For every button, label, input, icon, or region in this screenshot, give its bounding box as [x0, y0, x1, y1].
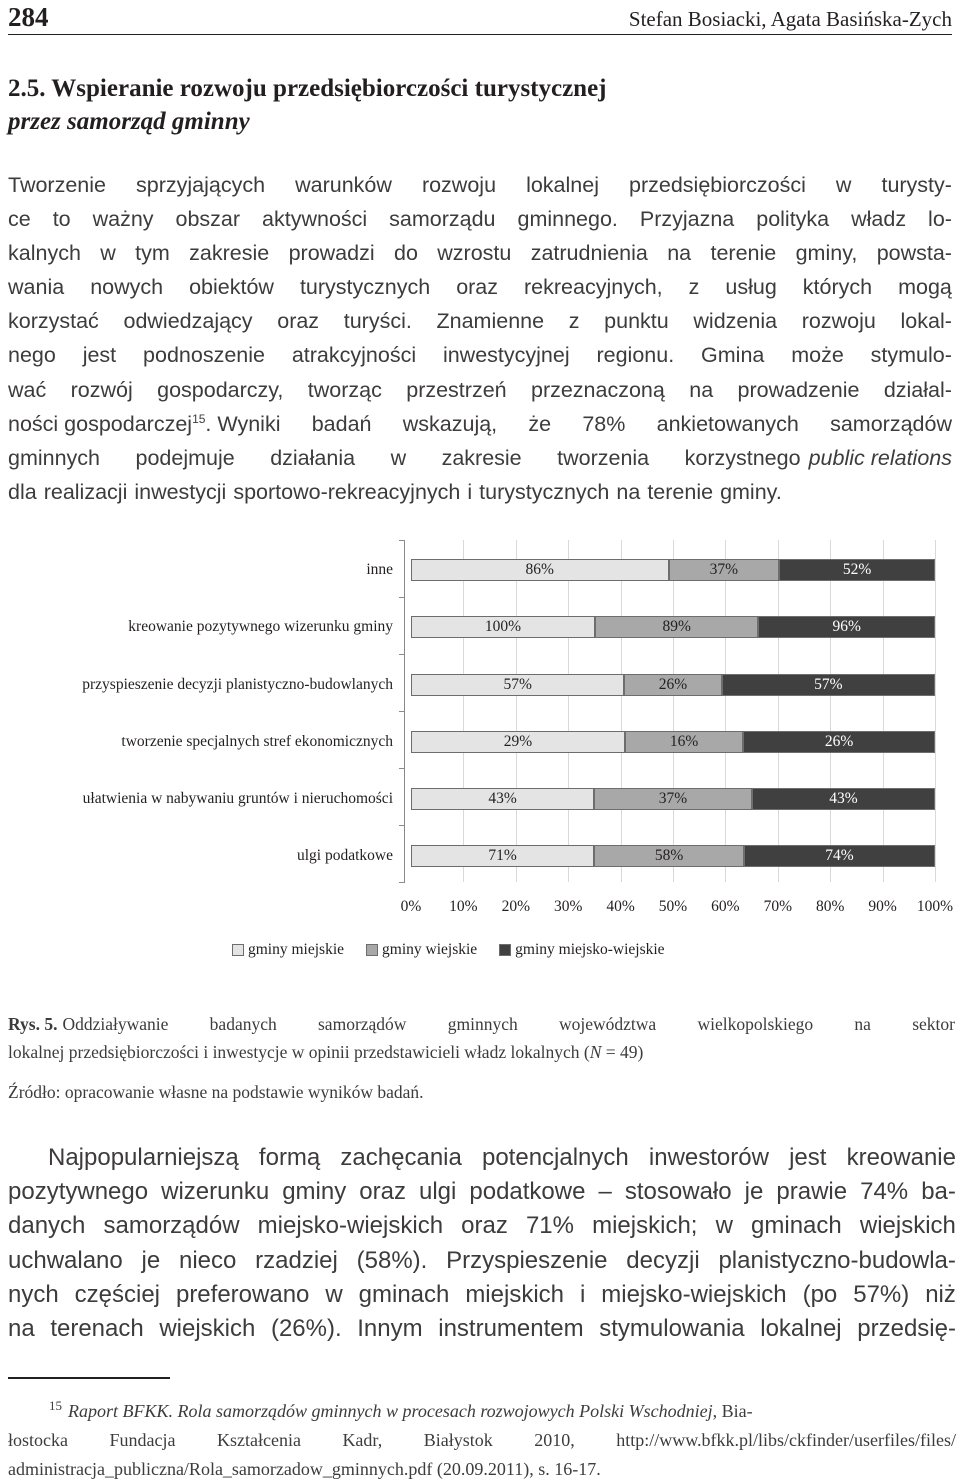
caption-fragment: lokalnej przedsiębiorczości i inwestycje w opinii przedstawicieli władz lokalnych ( — [8, 1042, 590, 1062]
gridline — [463, 540, 464, 882]
word: je — [141, 1246, 161, 1274]
bar-segment — [411, 731, 625, 753]
word: formą — [258, 1144, 321, 1171]
category-label: ulgi podatkowe — [297, 847, 393, 864]
word: obszar — [175, 207, 241, 232]
word: oraz — [277, 309, 320, 334]
data-label: 74% — [825, 847, 854, 864]
word: na — [8, 1315, 35, 1343]
word: przedsiębiorczości — [629, 173, 806, 197]
word: rozwoju — [421, 173, 497, 197]
word: niż — [925, 1280, 956, 1308]
bar-segment — [595, 616, 759, 638]
word: powsta- — [876, 241, 952, 266]
text-line — [8, 1312, 956, 1346]
word: Białystok — [423, 1430, 493, 1450]
footnote-ref: 15 — [192, 411, 206, 426]
word: wać — [8, 377, 47, 402]
word: na — [616, 479, 641, 504]
word: terenie — [647, 479, 714, 504]
word: Kształcenia — [216, 1430, 301, 1450]
legend-label: gminy miejsko-wiejskie — [515, 941, 665, 958]
word: tym — [135, 241, 170, 266]
gridline — [830, 540, 831, 882]
word: wania — [8, 275, 65, 300]
gridline — [516, 540, 517, 882]
text-fragment — [8, 441, 801, 475]
gridline — [935, 540, 936, 882]
x-tick-label: 30% — [553, 898, 583, 915]
text-line — [8, 441, 952, 475]
text-fragment — [205, 407, 952, 441]
caption-line — [8, 1010, 955, 1038]
bar-segment — [411, 788, 594, 810]
word: je — [744, 1178, 764, 1206]
word: gminnych — [8, 445, 101, 470]
figure-source: Źródło: opracowanie własne na podstawie wyników badań. — [8, 1082, 424, 1102]
word: inwestycji — [134, 479, 227, 504]
footnote-fragment: , Bia- — [712, 1401, 753, 1421]
text-line — [8, 475, 952, 509]
word: uchwalano — [8, 1246, 123, 1274]
data-label: 16% — [669, 733, 699, 750]
word: http://www.bfkk.pl/libs/ckfinder/userfiles/files/ — [616, 1430, 956, 1450]
x-tick-label: 80% — [815, 898, 845, 915]
word: badań — [311, 411, 372, 436]
word: rozwój — [70, 377, 133, 402]
word: oraz — [461, 1212, 508, 1240]
x-tick-label: 40% — [606, 898, 635, 915]
x-tick-label: 20% — [501, 898, 531, 915]
word: sektor — [912, 1014, 955, 1034]
bar-segment — [758, 616, 935, 638]
word: Gmina — [701, 343, 765, 368]
text-line — [8, 338, 952, 372]
data-label: 52% — [842, 561, 872, 578]
data-label: 37% — [709, 561, 739, 578]
word: 78% — [582, 411, 626, 436]
word: lokal- — [900, 309, 952, 334]
word: lokalnej — [526, 173, 599, 197]
word: i — [579, 1280, 586, 1308]
x-tick-label: 10% — [449, 898, 478, 915]
word: Przyjazna — [639, 207, 735, 232]
word: przeznaczoną — [530, 377, 665, 402]
bar-segment — [411, 616, 595, 638]
category-label: tworzenie specjalnych stref ekonomicznych — [121, 733, 393, 750]
word: lokalnej — [760, 1315, 842, 1343]
word: w — [325, 1280, 343, 1308]
word: atrakcyjności — [291, 343, 417, 368]
word: tworzenia — [557, 445, 650, 470]
y-tick — [399, 540, 405, 541]
word: Oddziaływanie — [62, 1014, 169, 1034]
section-heading — [8, 72, 908, 138]
data-label: 26% — [824, 733, 854, 750]
word: terenie — [710, 241, 777, 266]
data-label: 43% — [829, 790, 858, 807]
footnote-line — [8, 1455, 956, 1484]
bar-segment — [624, 674, 721, 696]
bar-segment — [625, 731, 743, 753]
paragraph-main — [8, 1141, 956, 1346]
data-label: 89% — [662, 618, 691, 635]
word: (26%). — [270, 1315, 342, 1343]
bar-segment — [411, 845, 594, 867]
x-tick-label: 70% — [763, 898, 793, 915]
word: aktywności — [262, 207, 368, 232]
legend-label: gminy miejskie — [248, 941, 345, 958]
word: łostocka — [8, 1430, 68, 1450]
word: zatrudnienia — [530, 241, 648, 266]
word: miejskich; — [592, 1212, 698, 1240]
caption-text — [8, 1038, 643, 1066]
x-tick-label: 0% — [400, 898, 422, 915]
word: nieco — [179, 1246, 237, 1274]
word: z — [568, 309, 580, 334]
word: Fundacja — [109, 1430, 176, 1450]
bar-segment — [594, 845, 744, 867]
x-tick-label: 60% — [711, 898, 740, 915]
word: miejskich — [465, 1280, 564, 1308]
y-tick — [399, 597, 405, 598]
data-label: 96% — [832, 618, 861, 635]
word: gminy, — [795, 241, 858, 266]
word: jest — [82, 343, 117, 368]
word: dla — [8, 479, 37, 504]
running-header-authors: Stefan Bosiacki, Agata Basińska-Zych — [628, 7, 952, 31]
word: wizerunku — [161, 1178, 270, 1206]
gridline — [568, 540, 569, 882]
word: Znamienne — [436, 309, 545, 334]
footnote-line — [8, 1426, 956, 1455]
y-tick — [399, 711, 405, 712]
word: 57%) — [853, 1280, 910, 1308]
word: ulgi — [418, 1178, 457, 1206]
word: decyzji — [626, 1246, 700, 1274]
word: danych — [8, 1212, 86, 1240]
legend-item — [366, 941, 477, 959]
word: samorządów — [830, 411, 952, 436]
word: potencjalnych — [481, 1144, 629, 1171]
word: 74% — [860, 1178, 909, 1206]
word: oraz — [456, 275, 499, 300]
text-line — [8, 304, 952, 338]
category-label: ułatwienia w nabywaniu gruntów i nieruchomości — [82, 790, 393, 807]
word: nych — [8, 1280, 59, 1308]
word: nowych — [90, 275, 164, 300]
footnote — [8, 1397, 956, 1484]
text-line — [8, 1141, 956, 1175]
footnote-line — [8, 1397, 956, 1426]
word: terenach — [50, 1315, 144, 1343]
gridline — [883, 540, 884, 882]
legend-swatch — [499, 944, 511, 956]
word: działal- — [883, 377, 952, 402]
word: których — [802, 275, 873, 300]
word: przedsię- — [857, 1315, 956, 1343]
bar-segment — [722, 674, 935, 696]
word: kalnych — [8, 241, 81, 266]
word: gminnego. — [517, 207, 618, 232]
footnote-divider — [8, 1377, 170, 1379]
word: pozytywnego — [8, 1178, 149, 1206]
word: kreowanie — [846, 1144, 956, 1171]
text-line — [8, 1244, 956, 1278]
bar-segment — [779, 559, 935, 581]
text-line — [8, 1209, 956, 1243]
data-label: 71% — [488, 847, 517, 864]
word: na — [689, 377, 714, 402]
word: widzenia — [693, 309, 778, 334]
word: gospodarczy, — [157, 377, 284, 402]
word: turystycznych — [299, 275, 431, 300]
caption-fragment: = 49) — [601, 1042, 644, 1062]
word: z — [688, 275, 700, 300]
word: stosowało — [624, 1178, 732, 1206]
gridline — [673, 540, 674, 882]
running-header — [8, 2, 952, 35]
data-label: 26% — [658, 676, 688, 693]
word: że — [528, 411, 552, 436]
legend-label: gminy wiejskie — [382, 941, 478, 958]
word: 2010, — [534, 1430, 575, 1450]
word: nego — [8, 343, 56, 368]
word: działania — [270, 445, 356, 470]
word: do — [393, 241, 418, 266]
word: badanych — [209, 1014, 277, 1034]
word: . Wyniki — [205, 411, 281, 436]
word: ce — [8, 207, 31, 232]
text-line — [8, 407, 952, 441]
word: gminach — [751, 1212, 842, 1240]
word: gminnych — [447, 1014, 518, 1034]
word: podatkowe — [469, 1178, 586, 1206]
section-heading-line: 2.5. Wspieranie rozwoju przedsiębiorczości turystycznej — [8, 75, 607, 102]
legend — [232, 941, 665, 959]
bar-segment — [411, 559, 669, 581]
word: prawie — [776, 1178, 848, 1206]
word: przestrzeń — [406, 377, 507, 402]
caption-fragment: N — [589, 1042, 602, 1062]
data-label: 57% — [814, 676, 843, 693]
word: rozwoju — [801, 309, 876, 334]
y-tick — [399, 825, 405, 826]
gridline — [778, 540, 779, 882]
word: gminach — [358, 1280, 450, 1308]
gridline — [725, 540, 726, 882]
y-tick — [399, 654, 405, 655]
data-label: 100% — [484, 618, 522, 635]
word: mogą — [898, 275, 952, 300]
word: Przyspieszenie — [446, 1246, 608, 1274]
word: warunków — [295, 173, 392, 197]
text-line — [8, 236, 952, 270]
word: zakresie — [189, 241, 270, 266]
italic-term: public relations — [808, 445, 952, 470]
word: korzystnego — [684, 445, 801, 470]
footnote-url: administracja_publiczna/Rola_samorzadow_gminnych.pdf (20.09.2011), s. 16-17. — [8, 1459, 601, 1479]
word: rzadziej — [255, 1246, 338, 1274]
word: stymulo- — [870, 343, 952, 368]
word: jest — [789, 1144, 827, 1171]
bar-segment — [669, 559, 780, 581]
word: inwestycyjnej — [442, 343, 570, 368]
word: 71% — [525, 1212, 574, 1240]
word: inwestorów — [648, 1144, 769, 1171]
x-tick-label: 50% — [658, 898, 688, 915]
word: miejsko-wiejskich — [257, 1212, 444, 1240]
word: turystycznych — [479, 479, 610, 504]
word: – — [598, 1178, 612, 1206]
word: na — [854, 1014, 871, 1034]
data-label: 43% — [488, 790, 517, 807]
word: i — [467, 479, 473, 504]
word: Innym — [357, 1315, 423, 1343]
word: samorządów — [318, 1014, 407, 1034]
word: w — [100, 241, 116, 266]
word: samorządów — [103, 1212, 240, 1240]
word: wzrostu — [437, 241, 512, 266]
word: Tworzenie — [8, 173, 106, 197]
word: wiejskich — [859, 1212, 956, 1240]
word: wiejskich — [159, 1315, 256, 1343]
category-label: inne — [366, 561, 393, 578]
word: województwa — [558, 1014, 657, 1034]
word: częściej — [74, 1280, 161, 1308]
word: prowadzenie — [737, 377, 860, 402]
word: zachęcania — [340, 1144, 462, 1171]
word: Najpopularniejszą — [48, 1144, 239, 1171]
y-tick — [399, 882, 405, 883]
word: realizacji — [43, 479, 128, 504]
category-label: kreowanie pozytywnego wizerunku gminy — [128, 618, 393, 635]
x-tick-label: 90% — [868, 898, 897, 915]
text-line — [8, 1175, 956, 1209]
text-line — [8, 168, 952, 202]
word: w — [715, 1212, 733, 1240]
word: wskazują, — [402, 411, 498, 436]
paragraph-intro — [8, 168, 952, 509]
word: instrumentem — [438, 1315, 584, 1343]
word: władz — [851, 207, 907, 232]
text-fragment — [8, 407, 205, 441]
caption-line — [8, 1038, 955, 1066]
stacked-bar-chart — [0, 536, 960, 976]
bar-segment — [594, 788, 752, 810]
word: (po — [802, 1280, 838, 1308]
word: oraz — [359, 1178, 406, 1206]
word: regionu. — [596, 343, 675, 368]
y-tick — [399, 768, 405, 769]
word: sportowo-rekreacyjnych — [233, 479, 461, 504]
footnote-fragment — [49, 1397, 753, 1426]
word: turyści. — [343, 309, 412, 334]
bar-segment — [743, 731, 935, 753]
bar-segment — [752, 788, 935, 810]
word: punktu — [604, 309, 669, 334]
word: samorządu — [389, 207, 496, 232]
word: (58%). — [356, 1246, 428, 1274]
word: może — [791, 343, 844, 368]
word: stymulowania — [599, 1315, 745, 1343]
bar-segment — [411, 674, 624, 696]
word: na — [667, 241, 692, 266]
data-label: 37% — [658, 790, 688, 807]
text-line — [8, 1278, 956, 1312]
gridline — [621, 540, 622, 882]
legend-item — [499, 941, 664, 959]
word: gminy — [282, 1178, 347, 1206]
word: polityka — [756, 207, 830, 232]
data-label: 58% — [654, 847, 684, 864]
footnote-number: 15 — [49, 1398, 62, 1413]
word: turysty- — [881, 173, 952, 197]
word: zakresie — [441, 445, 522, 470]
legend-swatch — [366, 944, 378, 956]
word: sprzyjających — [136, 173, 266, 197]
data-label: 29% — [503, 733, 533, 750]
word: miejsko-wiejskich — [601, 1280, 787, 1308]
word: tworząc — [307, 377, 382, 402]
caption-text — [62, 1010, 955, 1038]
bar-segment — [744, 845, 935, 867]
category-label: przyspieszenie decyzji planistyczno-budowlanych — [82, 676, 393, 693]
text-line — [8, 270, 952, 304]
footnote-title: Raport BFKK. Rola samorządów gminnych w procesach rozwojowych Polski Wschodniej — [68, 1401, 713, 1421]
word: ważny — [92, 207, 154, 232]
legend-swatch — [232, 944, 244, 956]
word: lo- — [928, 207, 952, 232]
data-label: 86% — [525, 561, 554, 578]
word: ankietowanych — [656, 411, 799, 436]
section-heading-line: przez samorząd gminny — [8, 108, 250, 135]
word: to — [52, 207, 71, 232]
page-number: 284 — [8, 2, 49, 32]
word: planistyczno-budowla- — [718, 1246, 956, 1274]
legend-item — [232, 941, 344, 959]
word: Kadr, — [342, 1430, 383, 1450]
word: gminy. — [720, 479, 782, 504]
data-label: 57% — [503, 676, 532, 693]
word: ba- — [921, 1178, 956, 1206]
word: prowadzi — [288, 241, 375, 266]
text-line — [8, 202, 952, 236]
word: odwiedzający — [123, 309, 253, 334]
word: preferowano — [175, 1280, 310, 1308]
text-line — [8, 373, 952, 407]
figure-label: Rys. 5. — [8, 1014, 58, 1034]
text-fragment: ności gospodarczej — [8, 411, 193, 436]
word: podejmuje — [135, 445, 235, 470]
word: korzystać — [8, 309, 99, 334]
word: wielkopolskiego — [697, 1014, 814, 1034]
word: rekreacyjnych, — [524, 275, 663, 300]
word: podnoszenie — [143, 343, 265, 368]
word: w — [390, 445, 407, 470]
figure-caption — [8, 1010, 955, 1066]
word: usług — [725, 275, 777, 300]
x-tick-label: 100% — [916, 898, 954, 915]
word: obiektów — [189, 275, 274, 300]
word: w — [835, 173, 852, 197]
